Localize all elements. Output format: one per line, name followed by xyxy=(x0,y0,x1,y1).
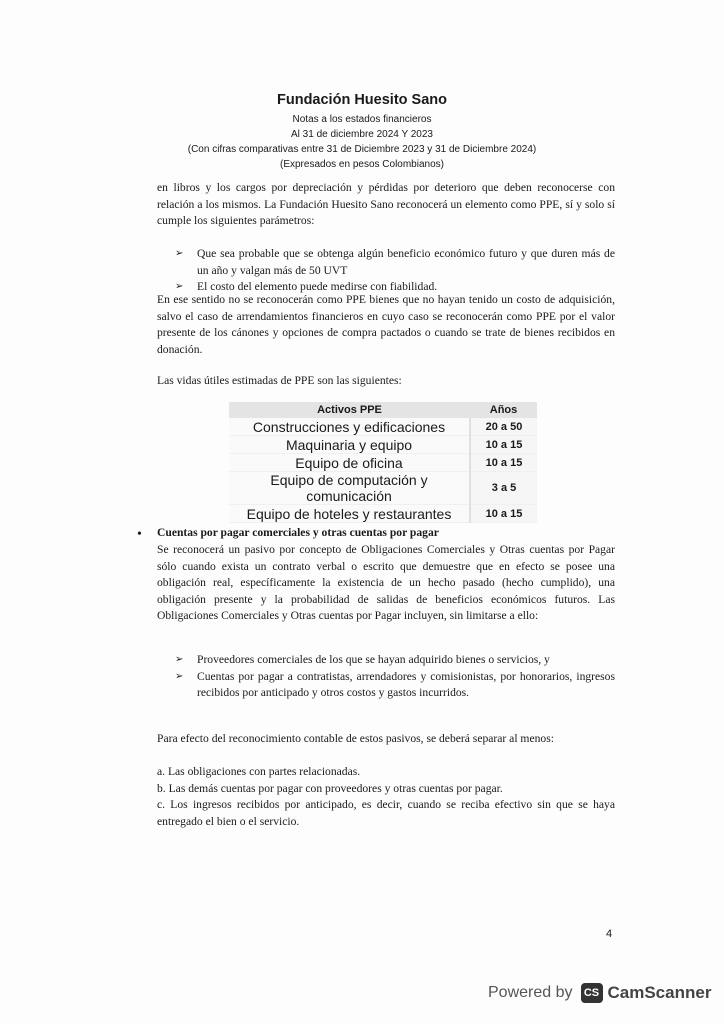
asset-cell: Construcciones y edificaciones xyxy=(229,418,470,436)
header-subtitle: Notas a los estados financieros xyxy=(292,114,432,125)
asset-cell: Equipo de computación y comunicación xyxy=(229,472,470,505)
organization-title: Fundación Huesito Sano xyxy=(277,92,447,108)
list-item: ➢ Cuentas por pagar a contratistas, arrendadores y comisionistas, por honorarios, ingresos recibidos por anticipado y otros costos y gastos incurridos. xyxy=(175,669,615,700)
years-cell: 10 a 15 xyxy=(470,454,537,472)
table-row xyxy=(229,454,537,472)
arrow-bullet-icon: ➢ xyxy=(175,248,184,259)
years-cell: 10 a 15 xyxy=(470,505,537,523)
header-currency-note: (Expresados en pesos Colombianos) xyxy=(280,159,444,170)
arrow-bullet-icon: ➢ xyxy=(175,654,184,665)
years-cell: 20 a 50 xyxy=(470,418,537,436)
table-row xyxy=(229,436,537,454)
page-number: 4 xyxy=(606,928,613,940)
arrow-bullet-icon: ➢ xyxy=(175,670,184,682)
years-cell: 10 a 15 xyxy=(470,436,537,454)
camscanner-brand: CamScanner xyxy=(607,983,712,1002)
list-item: ➢ Que sea probable que se obtenga algún beneficio económico futuro y que duren más de un año y valgan más de 50 UVT xyxy=(175,247,615,277)
list-item: c. Los ingresos recibidos por anticipado, es decir, cuando se reciba efectivo sin que se haya entregado el bien o el servicio. xyxy=(157,798,615,828)
payables-items-list xyxy=(175,652,615,702)
list-item: ➢ El costo del elemento puede medirse con fiabilidad. xyxy=(175,279,615,296)
asset-cell: Maquinaria y equipo xyxy=(229,436,470,454)
separation-intro: Para efecto del reconocimiento contable de estos pasivos, se deberá separar al menos: xyxy=(157,732,554,745)
ppe-recognition-paragraph: En ese sentido no se reconocerán como PPE bienes que no hayan tenido un costo de adquisición, salvo el caso de arrendamientos financieros en cuyo caso se reconocerán como PPE por el valor presente de los cánones y opciones de compra pactados o cuando se trate de bienes recibidos en donación. xyxy=(157,293,615,356)
useful-lives-intro: Las vidas útiles estimadas de PPE son las siguientes: xyxy=(157,374,402,387)
years-cell: 3 a 5 xyxy=(470,472,537,505)
asset-cell: Equipo de hoteles y restaurantes xyxy=(229,505,470,523)
intro-paragraph: en libros y los cargos por depreciación y pérdidas por deterioro que deben reconocerse con relación a los mismos. La Fundación Huesito Sano reconocerá un elemento como PPE, sí y solo sí cumple los siguientes parámetros: xyxy=(157,181,615,228)
list-item: b. Las demás cuentas por pagar con proveedores y otras cuentas por pagar. xyxy=(157,781,503,795)
table-row xyxy=(229,505,537,523)
ppe-conditions-list xyxy=(175,246,615,296)
list-item: a. Las obligaciones con partes relacionadas. xyxy=(157,765,361,778)
payables-paragraph: Se reconocerá un pasivo por concepto de Obligaciones Comerciales y Otras cuentas por Pagar sólo cuando exista un contrato verbal o escrito que demuestre que en efecto se posee una obligación real, específicamente la existencia de un hecho pasado (hecho cumplido), una obligación presente y la probabilidad de salidas de beneficios económicos futuros. Las Obligaciones Comerciales y Otras cuentas por Pagar incluyen, sin limitarse a ello: xyxy=(157,543,615,623)
table-header-row xyxy=(229,402,537,418)
asset-cell: Equipo de oficina xyxy=(229,454,470,472)
header-date: Al 31 de diciembre 2024 Y 2023 xyxy=(291,129,433,140)
column-header-years: Años xyxy=(470,402,537,418)
separation-list xyxy=(157,764,615,830)
table-row xyxy=(229,472,537,505)
arrow-bullet-icon: ➢ xyxy=(175,281,184,293)
powered-by-label: Powered by xyxy=(488,984,573,1001)
document-header xyxy=(0,92,724,172)
section-title: Cuentas por pagar comerciales y otras cuentas por pagar xyxy=(157,526,439,539)
camscanner-logo-icon: CS xyxy=(581,983,603,1003)
list-item: ➢ Proveedores comerciales de los que se hayan adquirido bienes o servicios, y xyxy=(175,652,615,669)
header-comparative-note: (Con cifras comparativas entre 31 de Diciembre 2023 y 31 de Diciembre 2024) xyxy=(187,144,537,155)
camscanner-watermark xyxy=(488,983,711,1003)
section-bullet-icon: • xyxy=(137,527,142,542)
table-row xyxy=(229,418,537,436)
column-header-assets: Activos PPE xyxy=(229,402,470,418)
ppe-useful-lives-table xyxy=(229,402,537,523)
